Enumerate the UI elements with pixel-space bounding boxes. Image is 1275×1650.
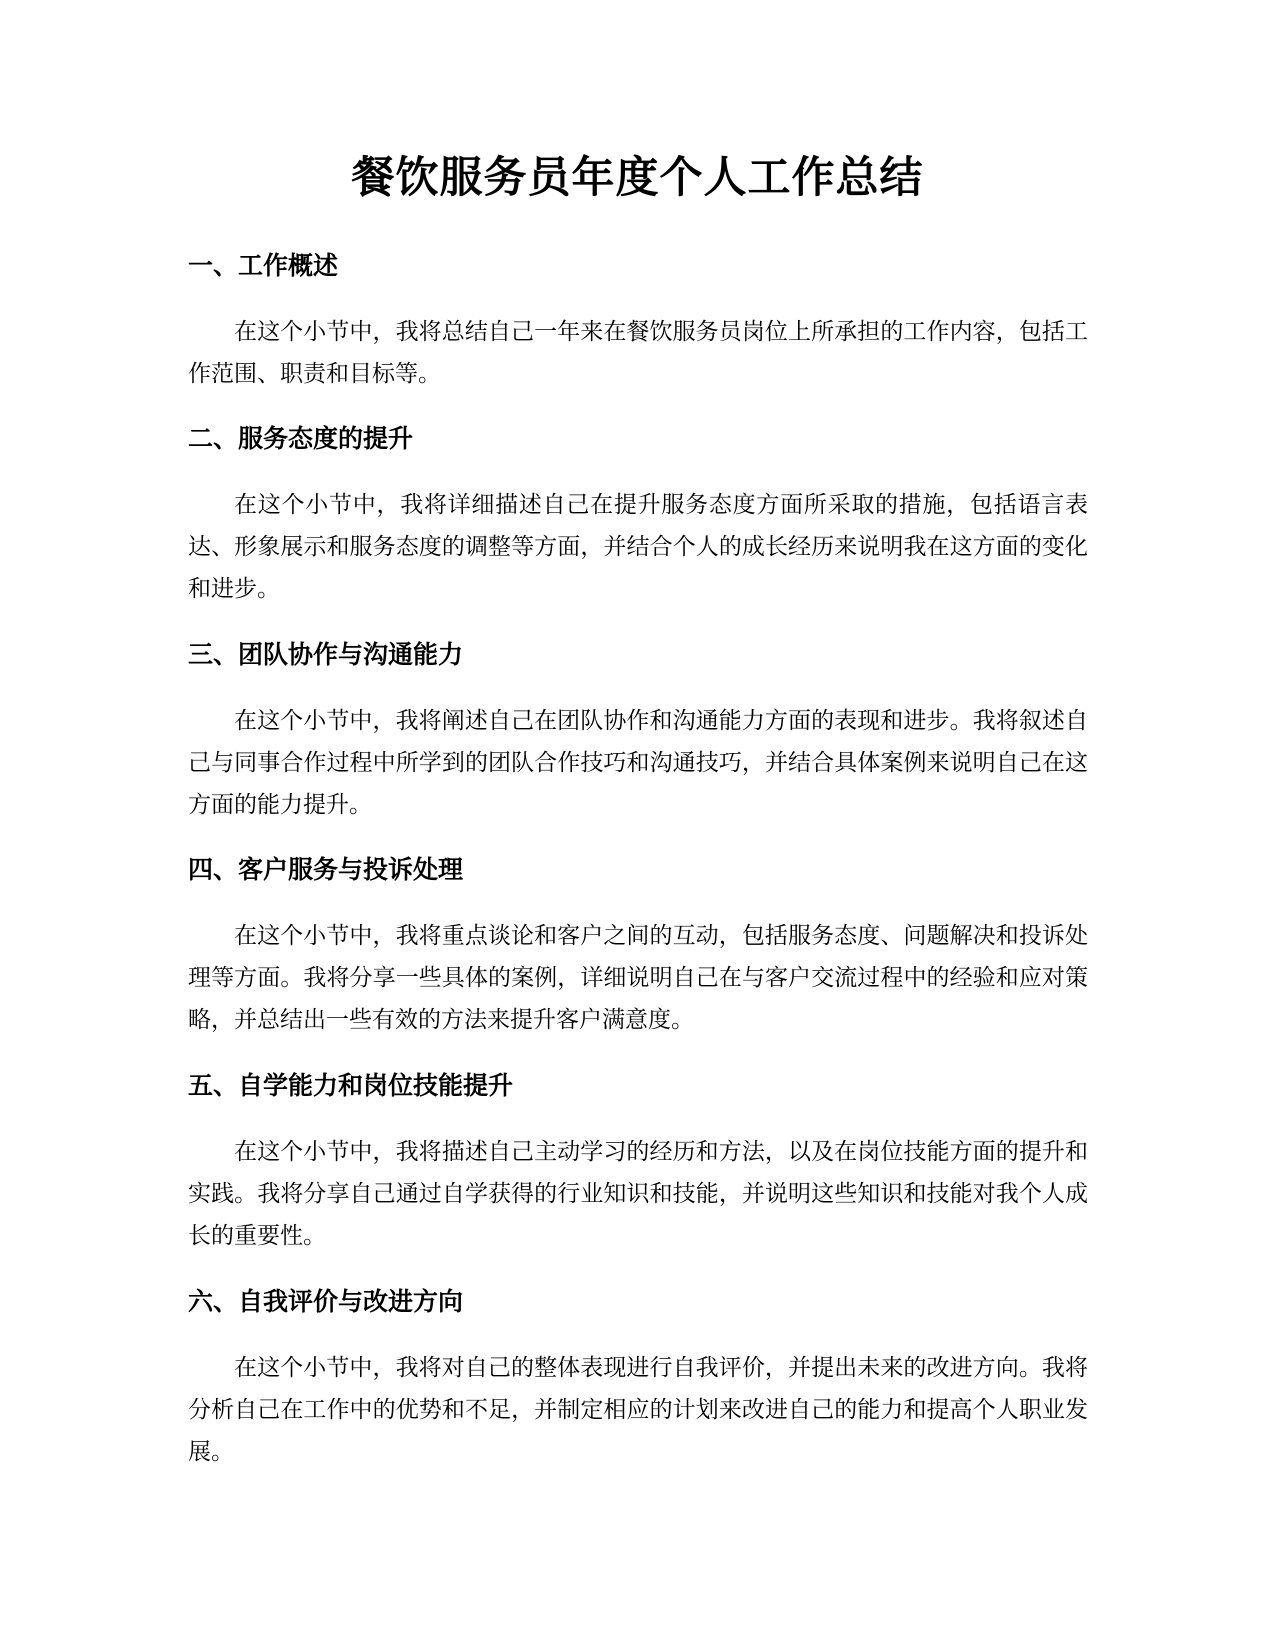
section-paragraph: 在这个小节中，我将对自己的整体表现进行自我评价，并提出未来的改进方向。我将分析自己在工作中的优势和不足，并制定相应的计划来改进自己的能力和提高个人职业发展。 <box>188 1355 1088 1465</box>
section-heading: 一、工作概述 <box>188 251 339 280</box>
section-paragraph: 在这个小节中，我将阐述自己在团队协作和沟通能力方面的表现和进步。我将叙述自己与同事合作过程中所学到的团队合作技巧和沟通技巧，并结合具体案例来说明自己在这方面的能力提升。 <box>188 708 1088 818</box>
section-service-attitude <box>188 422 1088 610</box>
section-heading: 四、客户服务与投诉处理 <box>188 855 464 884</box>
section-work-overview <box>188 249 1088 395</box>
section-teamwork-communication <box>188 638 1088 826</box>
section-paragraph: 在这个小节中，我将总结自己一年来在餐饮服务员岗位上所承担的工作内容，包括工作范围、职责和目标等。 <box>188 319 1088 387</box>
section-self-learning <box>188 1069 1088 1257</box>
section-paragraph: 在这个小节中，我将描述自己主动学习的经历和方法，以及在岗位技能方面的提升和实践。我将分享自己通过自学获得的行业知识和技能，并说明这些知识和技能对我个人成长的重要性。 <box>188 1139 1088 1249</box>
section-heading: 三、团队协作与沟通能力 <box>188 640 464 669</box>
document-title: 餐饮服务员年度个人工作总结 <box>351 153 924 203</box>
section-heading: 二、服务态度的提升 <box>188 424 414 453</box>
section-customer-service <box>188 853 1088 1041</box>
section-heading: 六、自我评价与改进方向 <box>188 1287 464 1316</box>
section-paragraph: 在这个小节中，我将详细描述自己在提升服务态度方面所采取的措施，包括语言表达、形象展示和服务态度的调整等方面，并结合个人的成长经历来说明我在这方面的变化和进步。 <box>188 492 1088 602</box>
section-self-evaluation <box>188 1285 1088 1473</box>
section-paragraph: 在这个小节中，我将重点谈论和客户之间的互动，包括服务态度、问题解决和投诉处理等方面。我将分享一些具体的案例，详细说明自己在与客户交流过程中的经验和应对策略，并总结出一些有效的方法来提升客户满意度。 <box>188 923 1088 1033</box>
section-heading: 五、自学能力和岗位技能提升 <box>188 1071 514 1100</box>
